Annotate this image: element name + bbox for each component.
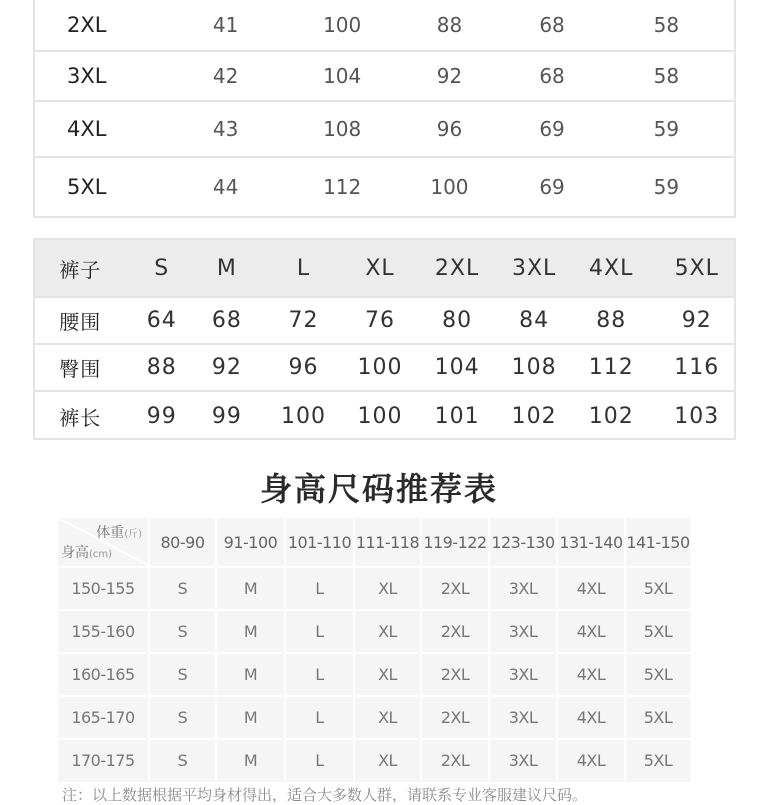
height-header-label: 身高(cm) bbox=[61, 545, 113, 561]
recommended-size-cell: 4XL bbox=[558, 697, 626, 738]
recommended-size-cell: 3XL bbox=[490, 697, 558, 738]
corner-cell bbox=[58, 518, 150, 566]
recommended-size-cell: 2XL bbox=[422, 611, 490, 652]
table-row bbox=[35, 52, 734, 102]
value-cell: 112 bbox=[323, 175, 362, 199]
recommended-size-cell: L bbox=[286, 740, 355, 781]
pants-header-label: 裤子 bbox=[59, 257, 102, 282]
recommended-size-cell: 5XL bbox=[643, 579, 673, 598]
table-row bbox=[58, 695, 690, 738]
table-row bbox=[35, 102, 734, 158]
recommended-size-cell: M bbox=[217, 697, 286, 738]
value-cell: 101 bbox=[434, 403, 480, 429]
recommended-size-cell: 2XL bbox=[422, 654, 490, 695]
value-cell: 108 bbox=[323, 117, 362, 141]
height-range-cell: 150-155 bbox=[58, 568, 150, 609]
value-cell: 88 bbox=[596, 308, 627, 333]
pants-size-table bbox=[33, 238, 736, 440]
table-row bbox=[35, 0, 734, 52]
pants-header-row bbox=[35, 240, 734, 298]
value-cell: 68 bbox=[211, 308, 242, 333]
height-range-cell: 165-170 bbox=[58, 697, 150, 738]
value-cell: 58 bbox=[653, 13, 680, 37]
value-cell: 100 bbox=[323, 13, 362, 37]
table-row bbox=[35, 158, 734, 216]
recommended-size-cell: 5XL bbox=[643, 622, 673, 641]
size-cell: 3XL bbox=[67, 64, 107, 88]
value-cell: 84 bbox=[519, 308, 550, 333]
value-cell: 44 bbox=[212, 175, 239, 199]
value-cell: 59 bbox=[653, 117, 680, 141]
value-cell: 68 bbox=[539, 64, 565, 88]
recommended-size-cell: M bbox=[217, 568, 286, 609]
measure-label: 裤长 bbox=[59, 405, 102, 430]
weight-range-header: 131-140 bbox=[558, 518, 626, 566]
recommended-size-cell: 3XL bbox=[490, 654, 558, 695]
recommended-size-cell: S bbox=[150, 654, 217, 695]
recommended-size-cell: L bbox=[286, 568, 355, 609]
height-range-cell: 155-160 bbox=[58, 611, 150, 652]
recommended-size-cell: 4XL bbox=[558, 611, 626, 652]
recommended-size-cell: M bbox=[217, 611, 286, 652]
value-cell: 103 bbox=[674, 403, 720, 429]
value-cell: 42 bbox=[212, 64, 239, 88]
recommended-size-cell: 2XL bbox=[422, 740, 490, 781]
table-row bbox=[58, 566, 690, 609]
recommended-size-cell: S bbox=[150, 740, 217, 781]
value-cell: 92 bbox=[681, 308, 712, 333]
recommended-size-cell: L bbox=[286, 654, 355, 695]
value-cell: 108 bbox=[511, 355, 557, 380]
recommended-size-cell: XL bbox=[355, 740, 422, 781]
measure-label: 腰围 bbox=[59, 310, 102, 334]
value-cell: 72 bbox=[288, 308, 319, 333]
value-cell: 69 bbox=[539, 117, 565, 141]
recommended-size-cell: S bbox=[150, 611, 217, 652]
table-row bbox=[35, 345, 734, 392]
recommended-size-cell: 4XL bbox=[558, 740, 626, 781]
recommended-size-cell: S bbox=[150, 697, 217, 738]
table-row bbox=[35, 298, 734, 345]
measure-label: 臀围 bbox=[59, 357, 102, 381]
value-cell: 59 bbox=[653, 175, 680, 199]
value-cell: 112 bbox=[588, 355, 634, 380]
value-cell: 104 bbox=[434, 355, 480, 380]
footnote: 注：以上数据根据平均身材得出，适合大多数人群，请联系专业客服建议尺码。 bbox=[62, 786, 588, 804]
recommended-size-cell: 5XL bbox=[643, 708, 673, 727]
recommended-size-cell: M bbox=[217, 740, 286, 781]
size-header-cell: 5XL bbox=[674, 255, 719, 281]
recommended-size-cell: 2XL bbox=[422, 697, 490, 738]
weight-range-header: 80-90 bbox=[150, 518, 217, 566]
value-cell: 80 bbox=[442, 308, 473, 333]
size-cell: 4XL bbox=[67, 117, 107, 141]
value-cell: 68 bbox=[539, 13, 565, 37]
table-row bbox=[58, 652, 690, 695]
recommended-size-cell: M bbox=[217, 654, 286, 695]
recommended-size-cell: 4XL bbox=[558, 654, 626, 695]
weight-range-header: 91-100 bbox=[217, 518, 286, 566]
value-cell: 100 bbox=[280, 403, 326, 429]
recommended-size-cell: 3XL bbox=[490, 740, 558, 781]
recommended-size-cell: XL bbox=[355, 697, 422, 738]
value-cell: 41 bbox=[212, 13, 239, 37]
value-cell: 58 bbox=[653, 64, 680, 88]
recommended-size-cell: 4XL bbox=[558, 568, 626, 609]
weight-range-header: 111-118 bbox=[355, 518, 422, 566]
value-cell: 92 bbox=[436, 64, 463, 88]
value-cell: 43 bbox=[212, 117, 239, 141]
weight-range-header: 141-150 bbox=[626, 532, 690, 552]
recommended-size-cell: XL bbox=[355, 568, 422, 609]
size-cell: 2XL bbox=[67, 13, 107, 37]
value-cell: 88 bbox=[146, 355, 177, 380]
value-cell: 102 bbox=[511, 403, 557, 429]
size-header-cell: 2XL bbox=[434, 255, 480, 281]
recommended-size-cell: XL bbox=[355, 654, 422, 695]
height-range-cell: 170-175 bbox=[58, 740, 150, 781]
value-cell: 64 bbox=[146, 308, 177, 333]
size-header-cell: 3XL bbox=[511, 255, 557, 281]
value-cell: 99 bbox=[146, 403, 177, 429]
value-cell: 96 bbox=[436, 117, 463, 141]
size-header-cell: 4XL bbox=[589, 255, 634, 281]
recommended-size-cell: L bbox=[286, 697, 355, 738]
value-cell: 96 bbox=[288, 355, 319, 380]
page-title: 身高尺码推荐表 bbox=[259, 470, 498, 508]
value-cell: 92 bbox=[211, 355, 242, 380]
weight-range-header: 119-122 bbox=[422, 518, 490, 566]
table-row bbox=[58, 738, 690, 781]
weight-header-label: 体重(斤) bbox=[96, 525, 142, 541]
recommended-size-cell: XL bbox=[355, 611, 422, 652]
table-row bbox=[35, 392, 734, 440]
value-cell: 88 bbox=[436, 13, 463, 37]
recommended-size-cell: L bbox=[286, 611, 355, 652]
size-header-cell: L bbox=[296, 255, 311, 281]
value-cell: 69 bbox=[539, 175, 565, 199]
size-header-cell: S bbox=[154, 255, 170, 281]
weight-range-header: 101-110 bbox=[286, 518, 355, 566]
size-header-cell: XL bbox=[365, 255, 395, 281]
recommended-size-cell: 5XL bbox=[643, 665, 673, 684]
height-range-cell: 160-165 bbox=[58, 654, 150, 695]
weight-range-header: 123-130 bbox=[490, 518, 558, 566]
size-recommendation-table bbox=[58, 518, 690, 782]
value-cell: 76 bbox=[365, 308, 396, 333]
size-cell: 5XL bbox=[67, 175, 107, 199]
value-cell: 99 bbox=[211, 403, 242, 429]
value-cell: 104 bbox=[323, 64, 362, 88]
recommended-size-cell: 2XL bbox=[422, 568, 490, 609]
value-cell: 116 bbox=[674, 355, 720, 380]
recommended-size-cell: 5XL bbox=[643, 751, 673, 770]
recommended-size-cell: 3XL bbox=[490, 611, 558, 652]
value-cell: 100 bbox=[430, 175, 469, 199]
value-cell: 102 bbox=[588, 403, 634, 429]
recommended-size-cell: S bbox=[150, 568, 217, 609]
recommended-size-cell: 3XL bbox=[490, 568, 558, 609]
top-size-table bbox=[33, 0, 736, 218]
value-cell: 100 bbox=[357, 403, 403, 429]
size-header-cell: M bbox=[216, 255, 237, 281]
table-row bbox=[58, 609, 690, 652]
rec-header-row bbox=[58, 518, 690, 566]
value-cell: 100 bbox=[357, 355, 403, 380]
